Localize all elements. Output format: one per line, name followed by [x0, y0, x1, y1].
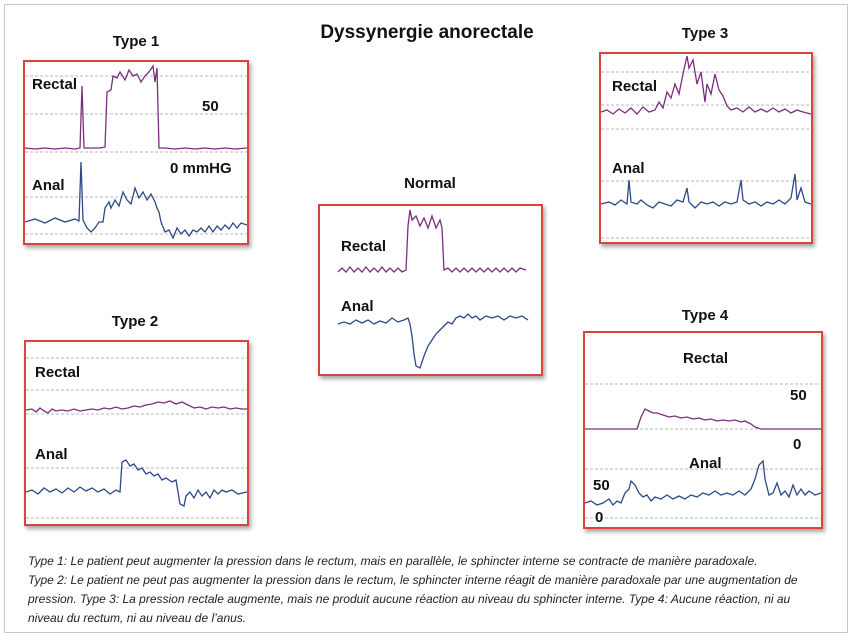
caption-line-2: Type 2: Le patient ne peut pas augmenter la pression dans le rectum, le sphincter interne réagit de manière paradoxale par une augmentation de pression. Type 3: La pression rectale augmente, mais ne produit aucune réaction au niveau du sphincter interne. Type 4: Aucune réaction, ni au niveau du rectum, ni au niveau de l’anus. [28, 573, 798, 625]
type4-rectal-scale-low: 0 [793, 436, 802, 453]
type1-scale-high: 50 [202, 98, 219, 115]
type2-rectal-label: Rectal [35, 364, 81, 381]
caption-line-1: Type 1: Le patient peut augmenter la pression dans le rectum, mais en parallèle, le sphincter interne se contracte de manière paradoxale. [28, 554, 758, 568]
type4-panel [583, 331, 823, 529]
type2-anal-trace [26, 460, 247, 506]
normal-chart [320, 206, 541, 374]
type4-anal-scale-low: 0 [595, 509, 604, 526]
type3-anal-trace [601, 174, 811, 208]
type1-scale-low: 0 mmHG [170, 160, 232, 177]
type1-anal-label: Anal [32, 177, 65, 194]
type4-rectal-trace [585, 409, 821, 429]
normal-rectal-label: Rectal [341, 238, 387, 255]
type1-rectal-label: Rectal [32, 76, 78, 93]
type3-title: Type 3 [681, 25, 729, 42]
type4-title: Type 4 [681, 307, 729, 324]
type4-rectal-scale-high: 50 [790, 387, 807, 404]
type4-anal-label: Anal [689, 455, 722, 472]
type4-rectal-label: Rectal [683, 350, 729, 367]
type4-anal-scale-high: 50 [593, 477, 610, 494]
normal-panel [318, 204, 543, 376]
type3-rectal-label: Rectal [612, 78, 658, 95]
type2-rectal-trace [26, 401, 247, 413]
type3-panel [599, 52, 813, 244]
type2-title: Type 2 [111, 313, 159, 330]
normal-title: Normal [404, 175, 456, 192]
type1-title: Type 1 [112, 33, 160, 50]
type2-panel [24, 340, 249, 526]
figure-caption [28, 552, 828, 628]
type2-anal-label: Anal [35, 446, 68, 463]
normal-anal-label: Anal [341, 298, 374, 315]
type1-panel [23, 60, 249, 245]
normal-anal-trace [338, 314, 528, 368]
type3-anal-label: Anal [612, 160, 645, 177]
figure-title: Dyssynergie anorectale [320, 22, 534, 43]
